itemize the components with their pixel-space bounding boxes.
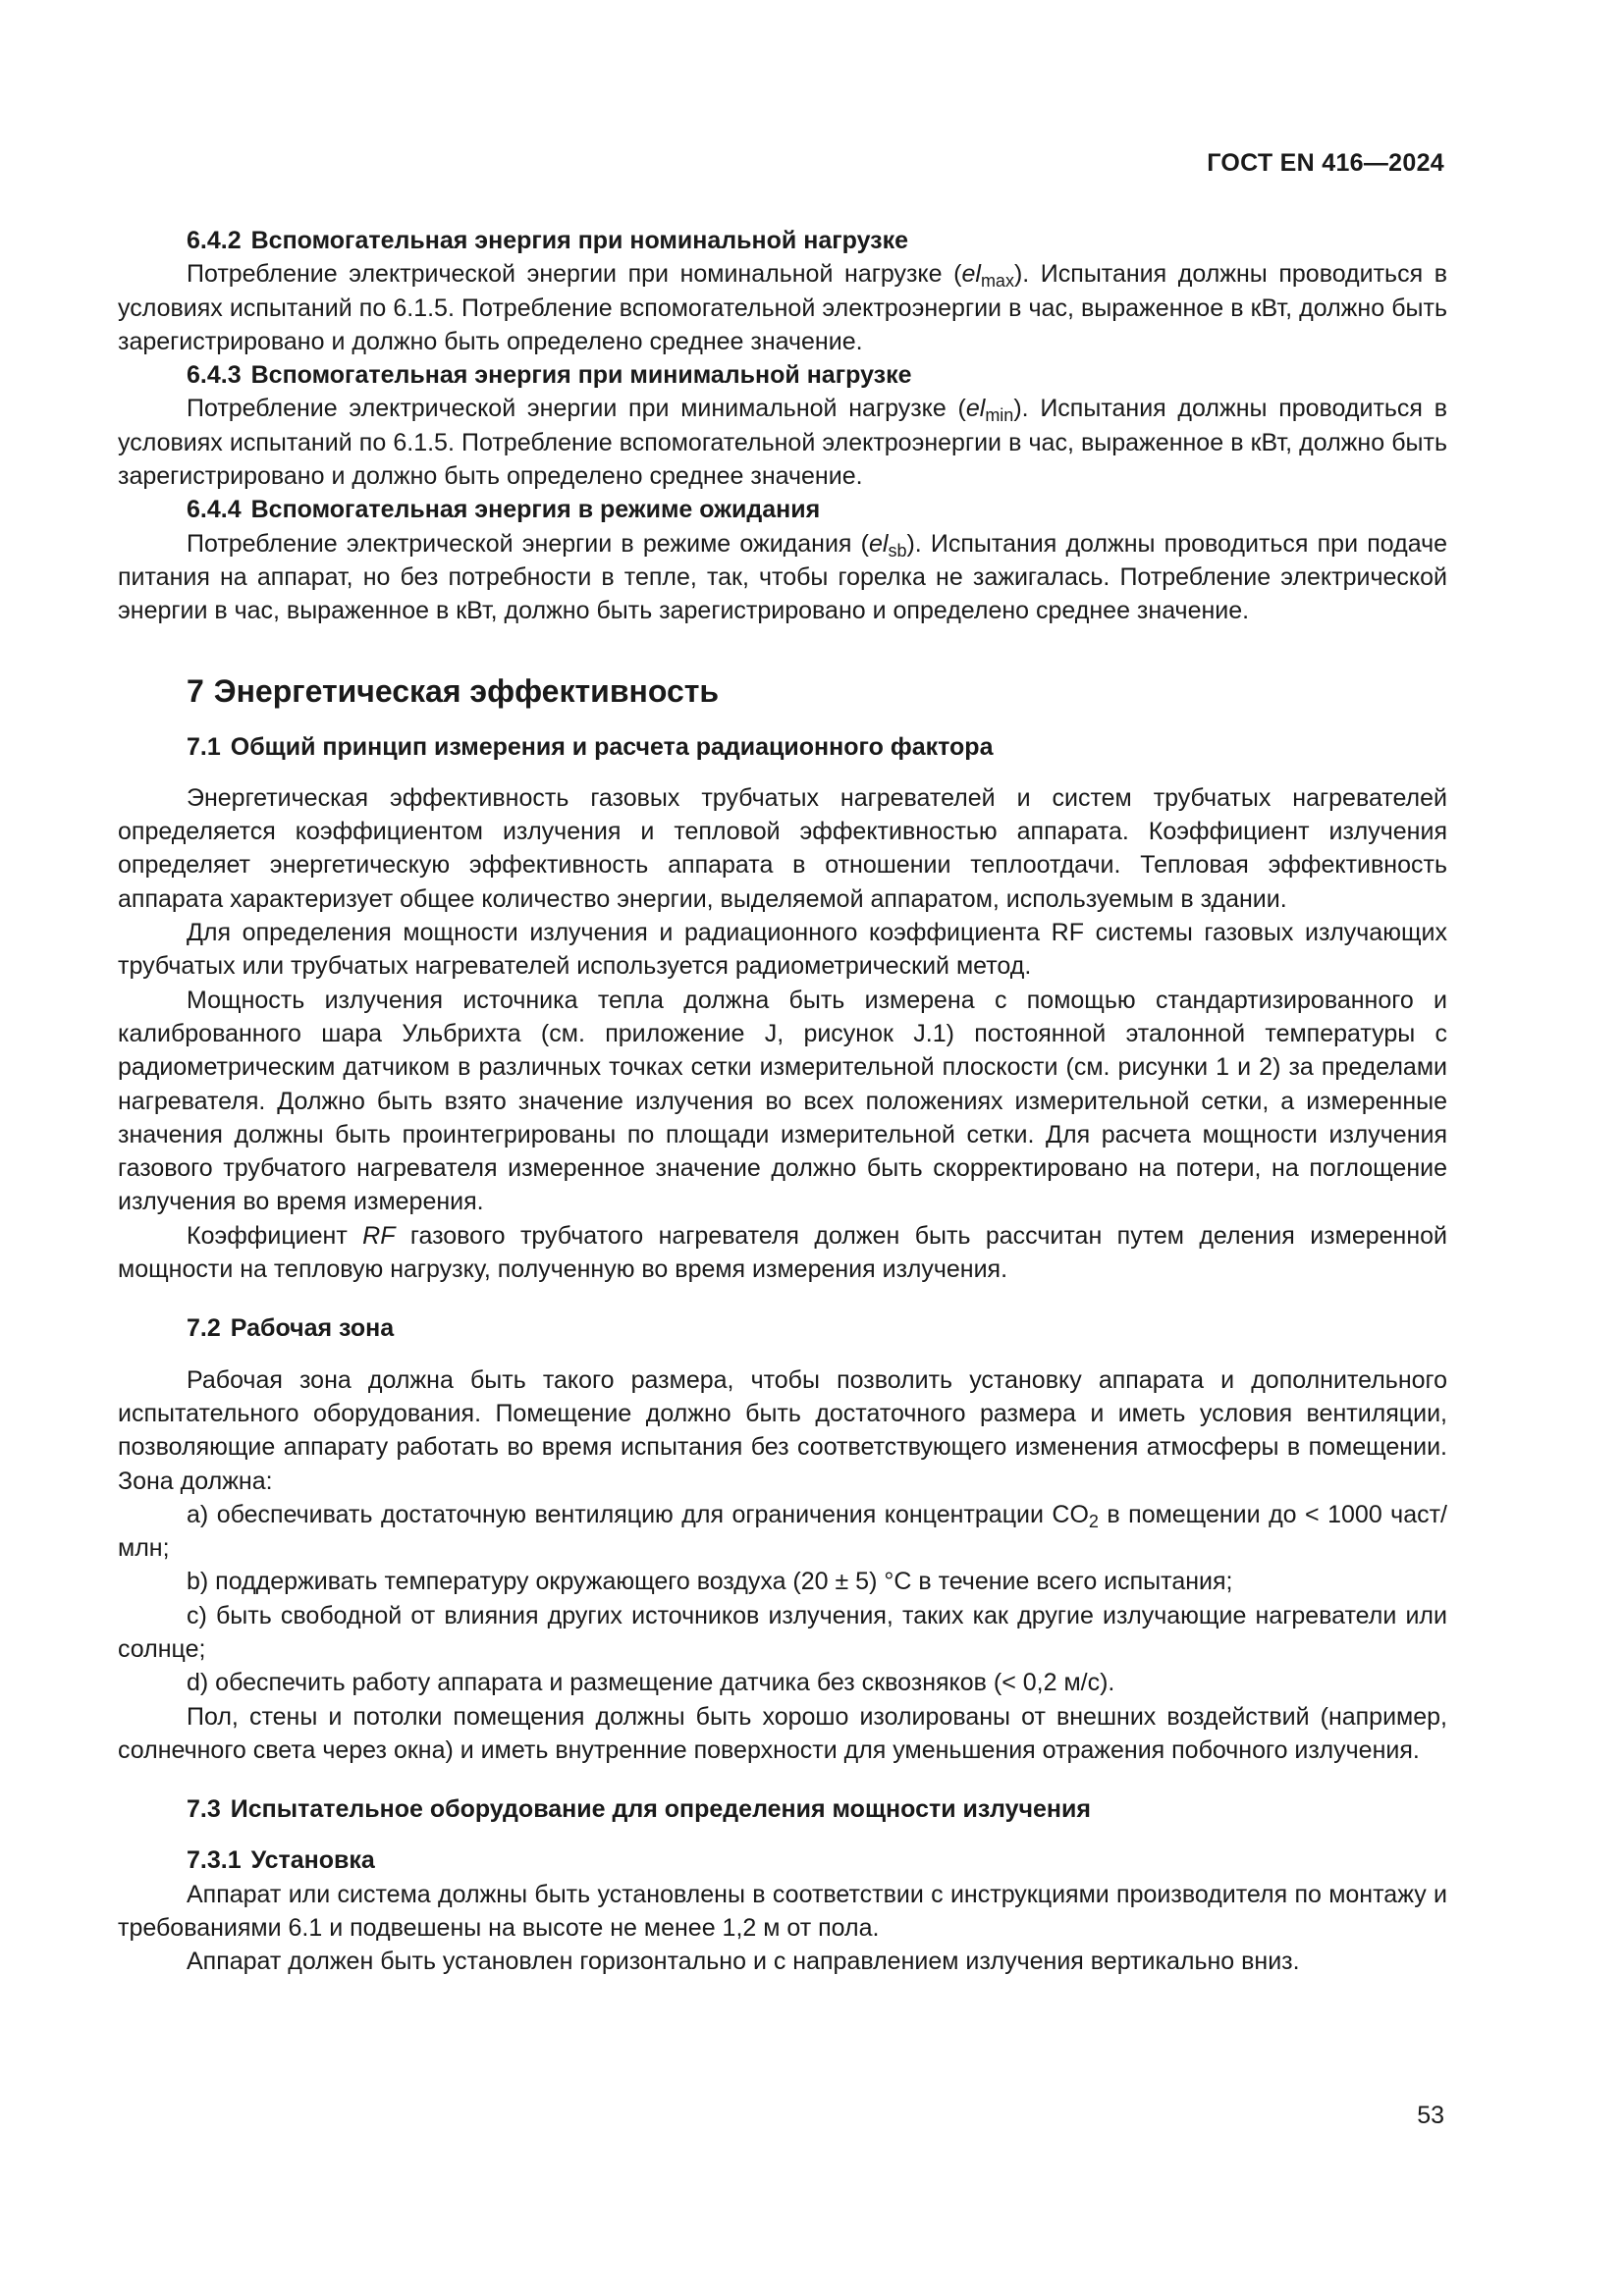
paragraph: Аппарат или система должны быть установлены в соответствии с инструкциями производителя по монтажу и требованиями 6.1 и подвешены на высоте не менее 1,2 м от пола. <box>118 1880 1447 1943</box>
list-item-b: b) поддерживать температуру окружающего воздуха (20 ± 5) °C в течение всего испытания; <box>187 1568 1233 1596</box>
page-number: 53 <box>1417 2102 1444 2129</box>
section-number: 7.1 <box>187 732 221 761</box>
subscript: 2 <box>1088 1511 1099 1531</box>
heading-7-1 <box>118 730 1447 764</box>
section-title: Вспомогательная энергия в режиме ожидания <box>250 496 821 524</box>
section-number: 6.4.4 <box>187 496 242 524</box>
paragraph: Рабочая зона должна быть такого размера, чтобы позволить установку аппарата и дополнительного испытательного оборудования. Помещение должно быть достаточного размера и иметь условия вентиляции, позволяющие аппарату работать во время испытания без соответствующего изменения атмосферы в помещении. Зона должна: <box>118 1365 1447 1495</box>
paragraph: Мощность излучения источника тепла должна быть измерена с помощью стандартизированного и калиброванного шара Ульбрихта (см. приложение J, рисунок J.1) постоянной эталонной температуры с радиометрическим датчиком в различных точках сетки измерительной плоскости (см. рисунки 1 и 2) за пределами нагревателя. Должно быть взято значение излучения во всех положениях измерительной сетки, а измеренные значения должны быть проинтегрированы по площади измерительной сетки. Для расчета мощности излучения газового трубчатого нагревателя измеренное значение должно быть скорректировано на потери, на поглощение излучения во время измерения. <box>118 986 1447 1216</box>
section-number: 7.3 <box>187 1795 221 1824</box>
heading-6-4-3 <box>118 358 1447 392</box>
section-title: Вспомогательная энергия при минимальной нагрузке <box>250 361 912 390</box>
section-number: 6.4.3 <box>187 361 242 390</box>
section-number: 7 <box>187 672 204 709</box>
list-item-a: a) обеспечивать достаточную вентиляцию для ограничения концентрации $CO_2$ в помещении до < 1000 част/млн; <box>118 1500 1448 1563</box>
section-number: 6.4.2 <box>187 227 242 254</box>
section-number: 7.3.1 <box>187 1846 242 1875</box>
list-item-c: c) быть свободной от влияния других источников излучения, таких как другие излучающие нагреватели или солнце; <box>118 1601 1447 1663</box>
heading-7 <box>118 671 1447 711</box>
symbol-el: el <box>965 395 986 423</box>
paragraph: Энергетическая эффективность газовых трубчатых нагревателей и систем трубчатых нагревателей определяется коэффициентом излучения и тепловой эффективностью аппарата. Коэффициент излучения определяет энергетическую эффективность аппарата в отношении теплоотдачи. Тепловая эффективность аппарата характеризует общее количество энергии, выделяемой аппаратом, используемым в здании. <box>118 783 1447 913</box>
section-number: 7.2 <box>187 1314 221 1343</box>
heading-7-3-1 <box>118 1843 1447 1877</box>
paragraph-6-4-3: Потребление электрической энергии при минимальной нагрузке $(el_{min})$. Испытания должны проводиться в условиях испытаний по 6.1.5. Потребление вспомогательной электроэнергии в час, выраженное в кВт, должно быть зарегистрировано и должно быть определено среднее значение. <box>118 395 1447 491</box>
section-title: Вспомогательная энергия при номинальной нагрузке <box>250 227 908 254</box>
paragraph: Аппарат должен быть установлен горизонтально и с направлением излучения вертикально вниз. <box>187 1948 1300 1976</box>
symbol-el: el <box>961 260 981 289</box>
document-code: ГОСТ EN 416—2024 <box>1207 149 1444 177</box>
section-title: Энергетическая эффективность <box>213 672 720 709</box>
paragraph: Пол, стены и потолки помещения должны быть хорошо изолированы от внешних воздействий (например, солнечного света через окна) и иметь внутренние поверхности для уменьшения отражения побочного излучения. <box>118 1702 1447 1764</box>
page-content <box>118 224 1447 1979</box>
paragraph: Коэффициент RF газового трубчатого нагревателя должен быть рассчитан путем деления измеренной мощности на тепловую нагрузку, полученную во время измерения излучения. <box>118 1221 1448 1284</box>
subscript: sb <box>888 540 907 561</box>
heading-7-2 <box>118 1311 1447 1345</box>
list-item-d: d) обеспечить работу аппарата и размещение датчика без сквозняков (< 0,2 м/с). <box>187 1669 1115 1697</box>
section-title: Общий принцип измерения и расчета радиационного фактора <box>230 732 994 761</box>
section-title: Испытательное оборудование для определения мощности излучения <box>230 1795 1091 1824</box>
paragraph-6-4-2: Потребление электрической энергии при номинальной нагрузке $(el_{max})$. Испытания должны проводиться в условиях испытаний по 6.1.5. Потребление вспомогательной электроэнергии в час, выраженное в кВт, должно быть зарегистрировано и должно быть определено среднее значение. <box>118 260 1447 355</box>
symbol-rf: RF <box>362 1221 396 1250</box>
paragraph-6-4-4: Потребление электрической энергии в режиме ожидания $(el_{sb})$. Испытания должны проводиться при подаче питания на аппарат, но без потребности в тепле, так, чтобы горелка не зажигалась. Потребление электрической энергии в час, выраженное в кВт, должно быть зарегистрировано и определено среднее значение. <box>118 529 1447 625</box>
section-title: Установка <box>250 1846 375 1875</box>
symbol-el: el <box>868 529 889 558</box>
heading-7-3 <box>118 1792 1447 1826</box>
heading-6-4-4 <box>118 493 1447 526</box>
subscript: max <box>980 271 1014 292</box>
paragraph: Для определения мощности излучения и радиационного коэффициента RF системы газовых излучающих трубчатых или трубчатых нагревателей используется радиометрический метод. <box>118 919 1447 981</box>
heading-6-4-2 <box>118 224 1447 257</box>
section-title: Рабочая зона <box>230 1314 395 1343</box>
subscript: min <box>985 405 1014 426</box>
